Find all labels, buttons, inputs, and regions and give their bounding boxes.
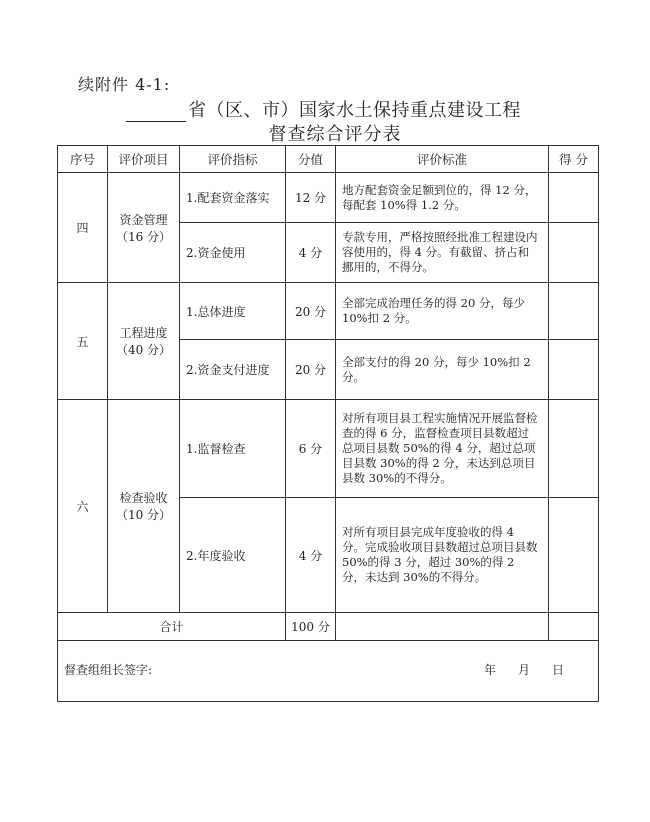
header-standard: 评价标准	[336, 146, 549, 173]
score-cell: 4 分	[286, 223, 336, 283]
header-earned: 得 分	[549, 146, 599, 173]
seq-cell: 五	[58, 283, 108, 400]
total-standard-cell	[336, 613, 549, 641]
signature-row	[58, 641, 599, 702]
signature-label: 督查组组长签字:	[64, 663, 153, 677]
total-row	[58, 613, 599, 641]
title-line-1-text: 省（区、市）国家水土保持重点建设工程	[188, 100, 521, 121]
earned-cell[interactable]	[549, 173, 599, 223]
earned-cell[interactable]	[549, 340, 599, 400]
standard-cell: 专款专用，严格按照经批准工程建设内容使用的，得 4 分。有截留、挤占和挪用的，不得分。	[336, 223, 549, 283]
score-cell: 12 分	[286, 173, 336, 223]
score-cell: 6 分	[286, 400, 336, 498]
title-line-1	[126, 96, 521, 122]
earned-cell[interactable]	[549, 223, 599, 283]
project-name: 工程进度	[119, 326, 168, 340]
earned-cell[interactable]	[549, 498, 599, 613]
header-project: 评价项目	[108, 146, 180, 173]
indicator-cell: 1.总体进度	[180, 283, 286, 340]
signature-date	[484, 661, 586, 678]
total-earned-cell[interactable]	[549, 613, 599, 641]
project-cell	[108, 173, 180, 283]
header-row	[58, 146, 599, 173]
seq-cell: 六	[58, 400, 108, 613]
project-score: （10 分）	[115, 508, 172, 522]
header-indicator: 评价指标	[180, 146, 286, 173]
total-value: 100 分	[286, 613, 336, 641]
project-name: 检查验收	[119, 491, 168, 505]
date-year: 年	[484, 663, 497, 677]
seq-cell: 四	[58, 173, 108, 283]
date-day: 日	[552, 663, 565, 677]
attachment-label: 续附件 4-1:	[78, 75, 171, 94]
date-month: 月	[518, 663, 531, 677]
standard-cell: 全部支付的得 20 分，每少 10%扣 2 分。	[336, 340, 549, 400]
table-row	[58, 400, 599, 498]
header-score: 分值	[286, 146, 336, 173]
scoring-table	[57, 145, 599, 702]
project-score: （16 分）	[115, 229, 172, 244]
project-cell	[108, 400, 180, 613]
title-line-2: 督查综合评分表	[268, 124, 402, 145]
signature-cell[interactable]	[58, 641, 599, 702]
table-row	[58, 173, 599, 223]
total-label: 合计	[58, 613, 286, 641]
standard-cell: 对所有项目县工程实施情况开展监督检查的得 6 分，监督检查项目县数超过总项目县数 50%的得 4 分，超过总项目县数 30%的得 2 分，未达到总项目县数 30%的不得分。	[336, 400, 549, 498]
score-cell: 20 分	[286, 283, 336, 340]
indicator-cell: 1.配套资金落实	[180, 173, 286, 223]
score-cell: 4 分	[286, 498, 336, 613]
project-name: 资金管理	[119, 212, 168, 227]
standard-cell: 对所有项目县完成年度验收的得 4 分。完成验收项目县数超过总项目县数 50%的得 3 分，超过 30%的得 2 分，未达到 30%的不得分。	[336, 498, 549, 613]
indicator-cell: 2.年度验收	[180, 498, 286, 613]
standard-cell: 全部完成治理任务的得 20 分，每少 10%扣 2 分。	[336, 283, 549, 340]
indicator-cell: 2.资金使用	[180, 223, 286, 283]
indicator-cell: 2.资金支付进度	[180, 340, 286, 400]
indicator-cell: 1.监督检查	[180, 400, 286, 498]
standard-cell: 地方配套资金足额到位的，得 12 分，每配套 10%得 1.2 分。	[336, 173, 549, 223]
score-cell: 20 分	[286, 340, 336, 400]
project-cell	[108, 283, 180, 400]
earned-cell[interactable]	[549, 283, 599, 340]
table-row	[58, 283, 599, 340]
header-seq: 序号	[58, 146, 108, 173]
earned-cell[interactable]	[549, 400, 599, 498]
project-score: （40 分）	[115, 343, 172, 357]
